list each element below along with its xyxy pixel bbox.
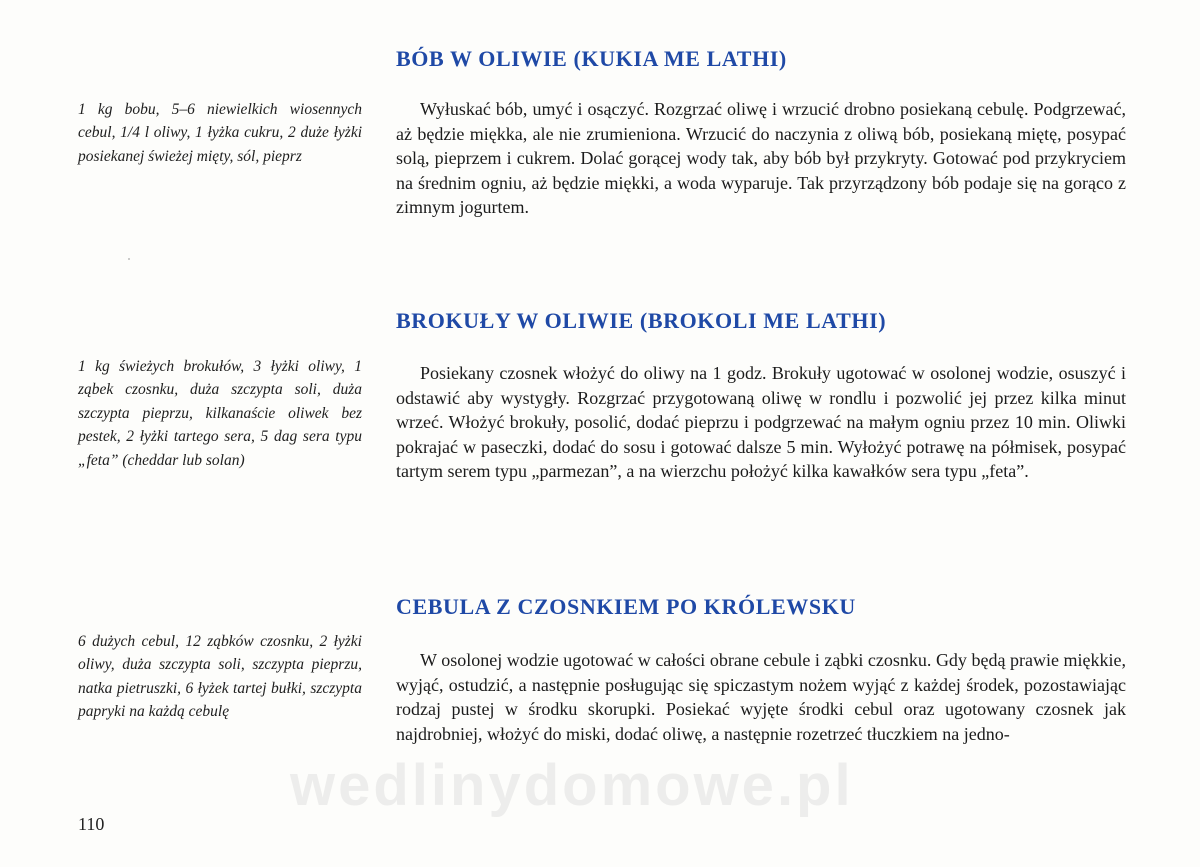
recipe-title: CEBULA Z CZOSNKIEM PO KRÓLEWSKU — [396, 594, 856, 619]
recipe-title: BÓB W OLIWIE (KUKIA ME LATHI) — [396, 46, 787, 71]
recipe-ingredients: 1 kg bobu, 5–6 niewielkich wiosennych cebul, 1/4 l oliwy, 1 łyżka cukru, 2 duże łyżki posiekanej świeżej mięty, sól, pieprz — [78, 101, 362, 165]
recipe-method: W osolonej wodzie ugotować w całości obrane cebule i ząbki czosnku. Gdy będą prawie miękkie, wyjąć, ostudzić, a następnie posługując się spiczastym nożem wyjąć z każdej środek, pozostawiając rodzaj pustej w środku skorupki. Posiekać wyjęte środki cebul oraz ugotowany czosnek jak najdrobniej, włożyć do miski, dodać oliwę, a następnie rozetrzeć tłuczkiem na jedno- — [396, 650, 1126, 744]
recipe-ingredients: 6 dużych cebul, 12 ząbków czosnku, 2 łyżki oliwy, duża szczypta soli, szczypta pieprzu, natka pietruszki, 6 łyżek tartej bułki, szczypta papryki na każdą cebulę — [78, 633, 362, 721]
page-number: 110 — [78, 814, 105, 834]
recipe-method: Wyłuskać bób, umyć i osączyć. Rozgrzać oliwę i wrzucić drobno posiekaną cebulę. Podgrzewać, aż będzie miękka, ale nie zrumieniona. Wrzucić do naczynia z oliwą bób, posiekaną miętę, posypać solą, pieprzem i cukrem. Dolać gorącej wody tak, aby bób był przykryty. Gotować pod przykryciem na średnim ogniu, aż będzie miękki, a woda wyparuje. Tak przyrządzony bób podaje się na gorąco z zimnym jogurtem. — [396, 99, 1126, 218]
watermark: wedlinydomowe.pl — [290, 753, 854, 818]
recipe-title: BROKUŁY W OLIWIE (BROKOLI ME LATHI) — [396, 308, 887, 333]
recipe-ingredients: 1 kg świeżych brokułów, 3 łyżki oliwy, 1 ząbek czosnku, duża szczypta soli, duża szczypta pieprzu, kilkanaście oliwek bez pestek, 2 łyżki tartego sera, 5 dag sera typu „feta” (cheddar lub solan) — [78, 358, 362, 469]
recipe-method: Posiekany czosnek włożyć do oliwy na 1 godz. Brokuły ugotować w osolonej wodzie, osuszyć i odstawić aby wystygły. Rozgrzać przygotowaną oliwę w rondlu i pozwolić jej przez kilka minut wrzeć. Włożyć brokuły, posolić, dodać pieprzu i podgrzewać na małym ogniu przez 10 min. Oliwki pokrajać w paseczki, dodać do sosu i gotować dalsze 5 min. Wyłożyć potrawę na półmisek, posypać tartym serem typu „parmezan”, a na wierzchu położyć kilka kawałków sera typu „feta”. — [396, 363, 1126, 482]
paper-speck — [128, 258, 130, 260]
